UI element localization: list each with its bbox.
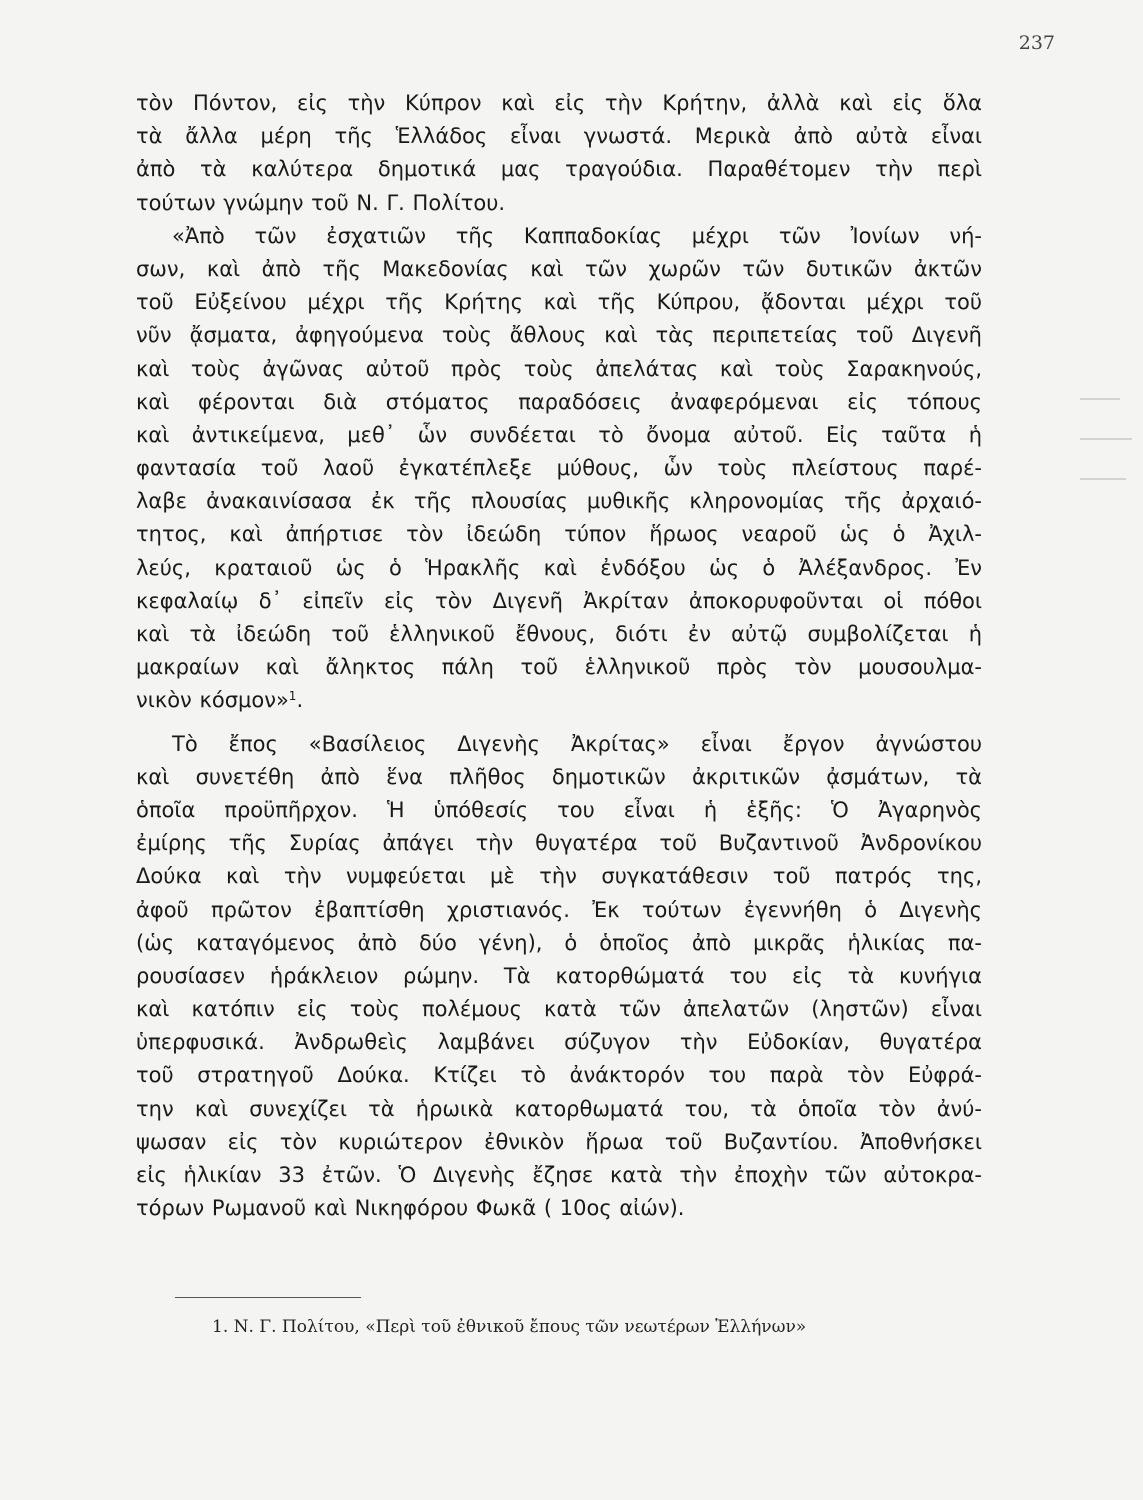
text-line: φαντασία τοῦ λαοῦ ἐγκατέπλεξε μύθους, ὧν τοὺς πλείστους παρέ- [136, 456, 982, 481]
text-line: την καὶ συνεχίζει τὰ ἡρωικὰ κατορθωματά του, τὰ ὁποῖα τὸν ἀνύ- [136, 1096, 982, 1121]
text-line: ρουσίασεν ἡράκλειον ρώμην. Τὰ κατορθώματά του εἰς τὰ κυνήγια [136, 963, 982, 988]
text-line: τὰ ἄλλα μέρη τῆς Ἑλλάδος εἶναι γνωστά. Μερικὰ ἀπὸ αὐτὰ εἶναι [136, 124, 982, 149]
text-line: καὶ φέρονται διὰ στόματος παραδόσεις ἀναφερόμεναι εἰς τόπους [136, 389, 982, 414]
text-line: καὶ ἀντικείμενα, μεθ᾽ ὧν συνδέεται τὸ ὄνομα αὐτοῦ. Εἰς ταῦτα ἡ [136, 422, 982, 447]
text-line: καὶ κατόπιν εἰς τοὺς πολέμους κατὰ τῶν ἀπελατῶν (ληστῶν) εἶναι [136, 997, 982, 1022]
text-line: (ὡς καταγόμενος ἀπὸ δύο γένη), ὁ ὁποῖος ἀπὸ μικρᾶς ἡλικίας πα- [136, 930, 982, 955]
text-line: νῦν ᾄσματα, ἀφηγούμενα τοὺς ἄθλους καὶ τὰς περιπετείας τοῦ Διγενῆ [136, 323, 982, 348]
text-line: ἐμίρης τῆς Συρίας ἀπάγει τὴν θυγατέρα τοῦ Βυζαντινοῦ Ἀνδρονίκου [136, 831, 982, 856]
body-text [136, 87, 982, 1225]
text-line: καὶ τὰ ἰδεώδη τοῦ ἑλληνικοῦ ἔθνους, διότι ἐν αὐτῷ συμβολίζεται ἡ [136, 622, 982, 646]
text-line [136, 684, 982, 717]
text-line: λεύς, κραταιοῦ ὡς ὁ Ἡρακλῆς καὶ ἐνδόξου ὡς ὁ Ἀλέξανδρος. Ἐν [136, 555, 982, 580]
text-line: τόρων Ρωμανοῦ καὶ Νικηφόρου Φωκᾶ ( 10ος αἰών). [136, 1196, 685, 1221]
paragraph-gap [136, 718, 982, 728]
text-line: τοῦ Εὐξείνου μέχρι τῆς Κρήτης καὶ τῆς Κύπρου, ᾄδονται μέχρι τοῦ [136, 290, 982, 315]
text-line: λαβε ἀνακαινίσασα ἐκ τῆς πλουσίας μυθικῆς κληρονομίας τῆς ἀρχαιό- [136, 489, 982, 514]
text-line: καὶ τοὺς ἀγῶνας αὐτοῦ πρὸς τοὺς ἀπελάτας καὶ τοὺς Σαρακηνούς, [136, 356, 982, 381]
margin-note-mark-2 [1080, 438, 1132, 440]
margin-note-mark-3 [1080, 478, 1126, 480]
text-line: ἀπὸ τὰ καλύτερα δημοτικά μας τραγούδια. Παραθέτομεν τὴν περὶ [136, 157, 982, 182]
quote-end-period: . [296, 688, 304, 713]
text-line: τητος, καὶ ἀπήρτισε τὸν ἰδεώδη τύπον ἥρωος νεαροῦ ὡς ὁ Ἀχιλ- [136, 522, 982, 547]
footnote-rule [175, 1297, 361, 1298]
text-line: τούτων γνώμην τοῦ Ν. Γ. Πολίτου. [136, 190, 506, 215]
text-line: ὑπερφυσικά. Ἀνδρωθεὶς λαμβάνει σύζυγον τὴν Εὐδοκίαν, θυγατέρα [136, 1030, 982, 1055]
text-line: κεφαλαίῳ δ᾽ εἰπεῖν εἰς τὸν Διγενῆ Ἀκρίταν ἀποκορυφοῦνται οἱ πόθοι [136, 588, 982, 613]
text-line: μακραίων καὶ ἄληκτος πάλη τοῦ ἑλληνικοῦ πρὸς τὸν μουσουλμα- [136, 655, 982, 680]
paragraph-3 [136, 728, 982, 1226]
text-line: ὁποῖα προϋπῆρχον. Ἡ ὑπόθεσίς του εἶναι ἡ ἑξῆς: Ὁ Ἀγαρηνὸς [136, 797, 982, 822]
footnote-ref: 1 [288, 689, 297, 704]
margin-handwritten-note [1080, 378, 1132, 480]
text-line: τὸν Πόντον, εἰς τὴν Κύπρον καὶ εἰς τὴν Κρήτην, ἀλλὰ καὶ εἰς ὅλα [136, 91, 982, 115]
margin-note-mark-1 [1080, 398, 1120, 400]
text-line: καὶ συνετέθη ἀπὸ ἕνα πλῆθος δημοτικῶν ἀκριτικῶν ᾀσμάτων, τὰ [136, 764, 982, 789]
text-line: Δούκα καὶ τὴν νυμφεύεται μὲ τὴν συγκατάθεσιν τοῦ πατρός της, [136, 864, 982, 889]
paragraph-1 [136, 87, 982, 220]
text-line: τοῦ στρατηγοῦ Δούκα. Κτίζει τὸ ἀνάκτορόν του παρὰ τὸν Εὐφρά- [136, 1063, 982, 1088]
footnote: 1. Ν. Γ. Πολίτου, «Περὶ τοῦ ἐθνικοῦ ἔπους τῶν νεωτέρων Ἑλλήνων» [212, 1317, 807, 1337]
text-line: «Ἀπὸ τῶν ἐσχατιῶν τῆς Καππαδοκίας μέχρι τῶν Ἰονίων νή- [172, 223, 982, 248]
page-number: 237 [1018, 32, 1055, 54]
text-line: εἰς ἡλικίαν 33 ἐτῶν. Ὁ Διγενὴς ἔζησε κατὰ τὴν ἐποχὴν τῶν αὐτοκρα- [136, 1163, 982, 1187]
quote-closing-text: νικὸν κόσμον» [136, 688, 289, 713]
paragraph-2-quote [136, 220, 982, 718]
text-line: σων, καὶ ἀπὸ τῆς Μακεδονίας καὶ τῶν χωρῶν τῶν δυτικῶν ἀκτῶν [136, 256, 982, 281]
text-line: ἀφοῦ πρῶτον ἐβαπτίσθη χριστιανός. Ἐκ τούτων ἐγεννήθη ὁ Διγενὴς [136, 897, 982, 922]
text-line: ψωσαν εἰς τὸν κυριώτερον ἐθνικὸν ἥρωα τοῦ Βυζαντίου. Ἀποθνήσκει [136, 1129, 982, 1154]
text-line: Τὸ ἔπος «Βασίλειος Διγενὴς Ἀκρίτας» εἶναι ἔργον ἀγνώστου [172, 731, 982, 756]
